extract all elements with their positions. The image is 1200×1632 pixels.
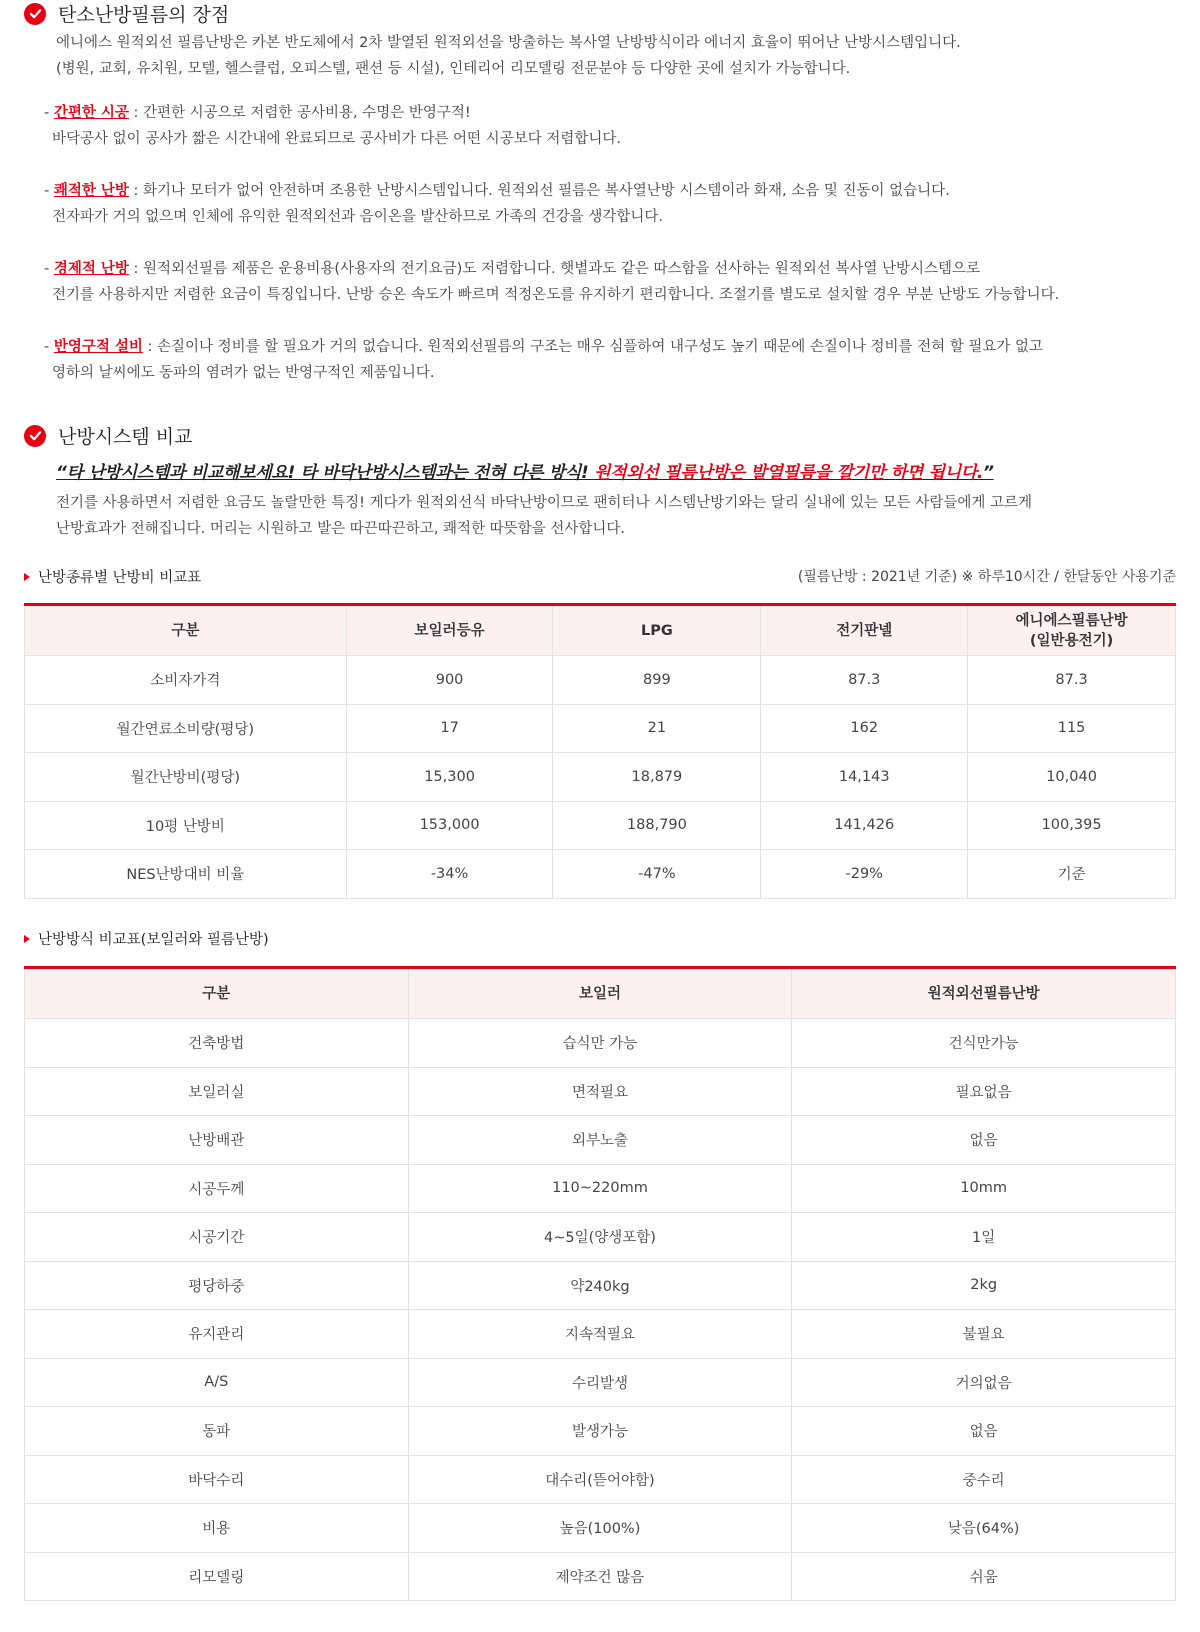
- table-cell: 비용: [25, 1504, 409, 1553]
- table-header-row: [25, 605, 1176, 656]
- table-cell: 쉬움: [792, 1552, 1176, 1601]
- quote-black: “타 난방시스템과 비교해보세요! 타 바닥난방시스템과는 전혀 다른 방식!: [56, 463, 595, 483]
- table-row: [25, 1067, 1176, 1116]
- table-cell: -29%: [761, 850, 968, 899]
- section1-heading: [24, 0, 229, 27]
- table-cell: 14,143: [761, 753, 968, 802]
- table-row: [25, 1164, 1176, 1213]
- table-row: [25, 656, 1176, 705]
- section1-intro: [56, 30, 961, 82]
- table-cell: 188,790: [553, 801, 761, 850]
- table2-heading: [24, 928, 269, 949]
- header-line: 에니에스필름난방: [1015, 612, 1128, 629]
- heating-cost-table: [24, 603, 1176, 899]
- intro-line: 에니에스 원적외선 필름난방은 카본 반도체에서 2차 발열된 원적외선을 방출하는 복사열 난방방식이라 에너지 효율이 뛰어난 난방시스템입니다.: [56, 35, 961, 51]
- header-cell: LPG: [553, 605, 761, 656]
- header-cell: 보일러: [408, 968, 792, 1019]
- feature-line2: 전기를 사용하지만 저렴한 요금이 특징입니다. 난방 승온 속도가 빠르며 적정온도를 유지하기 편리합니다. 조절기를 별도로 설치할 경우 부분 난방도 가능합니다.: [52, 287, 1060, 303]
- table-cell: 110~220mm: [408, 1164, 792, 1213]
- table-cell: 유지관리: [25, 1310, 409, 1359]
- header-cell: 보일러등유: [346, 605, 553, 656]
- section2-title: 난방시스템 비교: [58, 426, 193, 448]
- table-cell: 월간연료소비량(평당): [25, 704, 347, 753]
- table-cell: 바닥수리: [25, 1455, 409, 1504]
- feature-line1: : 원적외선필름 제품은 운용비용(사용자의 전기요금)도 저렴합니다. 햇볕과도 같은 따스함을 선사하는 원적외선 복사열 난방시스템으로: [128, 261, 981, 277]
- table-cell: 2kg: [792, 1261, 1176, 1310]
- table-cell: 지속적필요: [408, 1310, 792, 1359]
- table-cell: 낮음(64%): [792, 1504, 1176, 1553]
- feature-line1: : 화기나 모터가 없어 안전하며 조용한 난방시스템입니다. 원적외선 필름은 복사열난방 시스템이라 화재, 소음 및 진동이 없습니다.: [128, 183, 950, 199]
- header-cell: 원적외선필름난방: [792, 968, 1176, 1019]
- table-cell: -47%: [553, 850, 761, 899]
- table-cell: 87.3: [968, 656, 1176, 705]
- table-row: [25, 850, 1176, 899]
- table-cell: 시공두께: [25, 1164, 409, 1213]
- section2-heading: [24, 422, 193, 449]
- table-row: [25, 1552, 1176, 1601]
- table-cell: 높음(100%): [408, 1504, 792, 1553]
- table-cell: 10,040: [968, 753, 1176, 802]
- table-cell: 10평 난방비: [25, 801, 347, 850]
- feature-item: - 경제적 난방 : 원적외선필름 제품은 운용비용(사용자의 전기요금)도 저렴합니다. 햇볕과도 같은 따스함을 선사하는 원적외선 복사열 난방시스템으로 전기를 사용하지만 저렴한 요금이 특징입니다. 난방 승온 속도가 빠르며 적정온도를 유지하기 편리합니다. 조절기를 별도로 설치할 경우 부분 난방도 가능합니다.: [44, 256, 1059, 308]
- table-cell: 대수리(뜯어야함): [408, 1455, 792, 1504]
- table-cell: 동파: [25, 1407, 409, 1456]
- header-cell: 전기판넬: [761, 605, 968, 656]
- table-row: [25, 1407, 1176, 1456]
- table-cell: 4~5일(양생포함): [408, 1213, 792, 1262]
- section2-body: [56, 490, 1032, 542]
- table-cell: 899: [553, 656, 761, 705]
- table-cell: 건식만가능: [792, 1019, 1176, 1068]
- header-line: (일반용전기): [1029, 632, 1114, 649]
- table-cell: 발생가능: [408, 1407, 792, 1456]
- table-cell: 87.3: [761, 656, 968, 705]
- triangle-bullet-icon: [24, 935, 30, 943]
- table-cell: 리모델링: [25, 1552, 409, 1601]
- table-cell: 건축방법: [25, 1019, 409, 1068]
- feature-line2: 영하의 날씨에도 동파의 염려가 없는 반영구적인 제품입니다.: [52, 365, 435, 381]
- feature-keyword: 경제적 난방: [53, 261, 129, 277]
- table-row: [25, 1213, 1176, 1262]
- header-cell: 구분: [25, 605, 347, 656]
- table-cell: 평당하중: [25, 1261, 409, 1310]
- table-cell: 없음: [792, 1407, 1176, 1456]
- table-row: [25, 753, 1176, 802]
- feature-keyword: 간편한 시공: [53, 105, 129, 121]
- feature-line2: 전자파가 거의 없으며 인체에 유익한 원적외선과 음이온을 발산하므로 가족의 건강을 생각합니다.: [52, 209, 663, 225]
- table-cell: 17: [346, 704, 553, 753]
- header-cell: 구분: [25, 968, 409, 1019]
- table-cell: 시공기간: [25, 1213, 409, 1262]
- table-cell: 900: [346, 656, 553, 705]
- table1-heading: [24, 566, 201, 587]
- table-cell: 153,000: [346, 801, 553, 850]
- table-row: [25, 704, 1176, 753]
- table-cell: 거의없음: [792, 1358, 1176, 1407]
- feature-line1: : 간편한 시공으로 저렴한 공사비용, 수명은 반영구적!: [128, 105, 471, 121]
- table-cell: 21: [553, 704, 761, 753]
- table-cell: 수리발생: [408, 1358, 792, 1407]
- section1-title: 탄소난방필름의 장점: [58, 4, 230, 26]
- table-cell: 100,395: [968, 801, 1176, 850]
- table-cell: 난방배관: [25, 1116, 409, 1165]
- table-row: [25, 1261, 1176, 1310]
- table-cell: 소비자가격: [25, 656, 347, 705]
- feature-item: - 쾌적한 난방 : 화기나 모터가 없어 안전하며 조용한 난방시스템입니다. 원적외선 필름은 복사열난방 시스템이라 화재, 소음 및 진동이 없습니다. 전자파가 거의 없으며 인체에 유익한 원적외선과 음이온을 발산하므로 가족의 건강을 생각합니다.: [44, 178, 950, 230]
- table-row: [25, 1019, 1176, 1068]
- table2-title: 난방방식 비교표(보일러와 필름난방): [38, 932, 269, 948]
- table-cell: 중수리: [792, 1455, 1176, 1504]
- feature-item: - 반영구적 설비 : 손질이나 정비를 할 필요가 거의 없습니다. 원적외선필름의 구조는 매우 심플하여 내구성도 높기 때문에 손질이나 정비를 전혀 할 필요가 없고 영하의 날씨에도 동파의 염려가 없는 반영구적인 제품입니다.: [44, 334, 1043, 386]
- comparison-quote: [56, 458, 994, 483]
- feature-keyword: 쾌적한 난방: [53, 183, 129, 199]
- table-cell: 기준: [968, 850, 1176, 899]
- table-cell: 18,879: [553, 753, 761, 802]
- check-circle-icon: [24, 3, 46, 25]
- table-cell: 141,426: [761, 801, 968, 850]
- table1-note: (필름난방 : 2021년 기준) ※ 하루10시간 / 한달동안 사용기준: [797, 569, 1176, 585]
- body-line: 난방효과가 전해집니다. 머리는 시원하고 발은 따끈따끈하고, 쾌적한 따뜻함을 선사합니다.: [56, 521, 625, 537]
- table-cell: NES난방대비 비율: [25, 850, 347, 899]
- table-row: [25, 1504, 1176, 1553]
- table-cell: 필요없음: [792, 1067, 1176, 1116]
- table-row: [25, 1116, 1176, 1165]
- table-cell: -34%: [346, 850, 553, 899]
- table-cell: 면적필요: [408, 1067, 792, 1116]
- table-row: [25, 1358, 1176, 1407]
- feature-keyword: 반영구적 설비: [53, 339, 143, 355]
- quote-end: ”: [982, 463, 994, 483]
- table-cell: 1일: [792, 1213, 1176, 1262]
- table-cell: 불필요: [792, 1310, 1176, 1359]
- table-cell: 외부노출: [408, 1116, 792, 1165]
- feature-item: - 간편한 시공 : 간편한 시공으로 저렴한 공사비용, 수명은 반영구적! 바닥공사 없이 공사가 짧은 시간내에 완료되므로 공사비가 다른 어떤 시공보다 저렴합니다.: [44, 100, 621, 152]
- table-cell: 15,300: [346, 753, 553, 802]
- header-cell: [968, 605, 1176, 656]
- heating-method-table: [24, 966, 1176, 1601]
- table-cell: 162: [761, 704, 968, 753]
- feature-line1: : 손질이나 정비를 할 필요가 거의 없습니다. 원적외선필름의 구조는 매우 심플하여 내구성도 높기 때문에 손질이나 정비를 전혀 할 필요가 없고: [142, 339, 1044, 355]
- table-cell: 습식만 가능: [408, 1019, 792, 1068]
- intro-line: (병원, 교회, 유치원, 모텔, 헬스클럽, 오피스텔, 팬션 등 시설), 인테리어 리모델링 전문분야 등 다양한 곳에 설치가 가능합니다.: [56, 61, 851, 77]
- table-header-row: [25, 968, 1176, 1019]
- table-cell: 115: [968, 704, 1176, 753]
- check-circle-icon: [24, 425, 46, 447]
- table-cell: A/S: [25, 1358, 409, 1407]
- table-cell: 10mm: [792, 1164, 1176, 1213]
- table-row: [25, 1455, 1176, 1504]
- feature-line2: 바닥공사 없이 공사가 짧은 시간내에 완료되므로 공사비가 다른 어떤 시공보다 저렴합니다.: [52, 131, 621, 147]
- table-cell: 월간난방비(평당): [25, 753, 347, 802]
- table-cell: 약240kg: [408, 1261, 792, 1310]
- table1-title: 난방종류별 난방비 비교표: [38, 570, 202, 586]
- table-cell: 제약조건 많음: [408, 1552, 792, 1601]
- table-cell: 보일러실: [25, 1067, 409, 1116]
- body-line: 전기를 사용하면서 저렴한 요금도 놀랄만한 특징! 게다가 원적외선식 바닥난방이므로 팬히터나 시스템난방기와는 달리 실내에 있는 모든 사람들에게 고르게: [56, 495, 1033, 511]
- table-cell: 없음: [792, 1116, 1176, 1165]
- triangle-bullet-icon: [24, 573, 30, 581]
- quote-red: 원적외선 필름난방은 발열필름을 깔기만 하면 됩니다.: [594, 463, 983, 483]
- table-row: [25, 801, 1176, 850]
- table-row: [25, 1310, 1176, 1359]
